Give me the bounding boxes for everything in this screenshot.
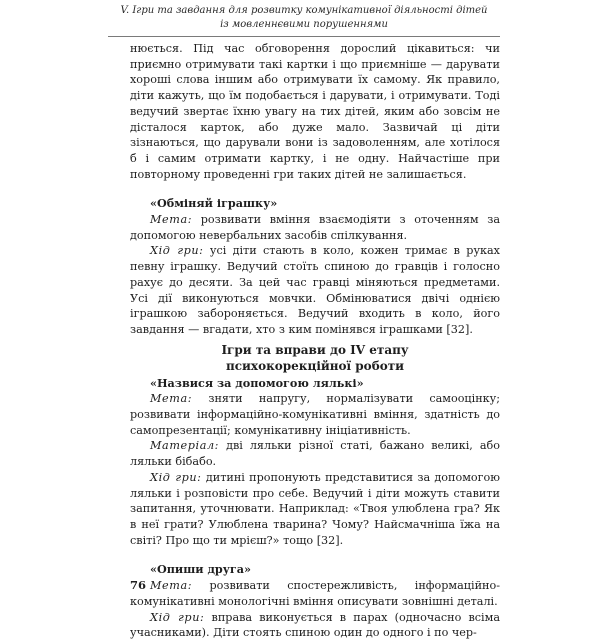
goal-label: Мета: — [150, 213, 193, 227]
section-heading-line-2: психокорекційної роботи — [225, 358, 405, 373]
course-text: усі діти стають в коло, кожен тримає в руках певну іграшку. Ведучий стоїть спиною до гравців і голосно рахує до десяти. За цей час гравці міняються предметами. Усі дії виконуються мовчки. Обмінюватися двічі однією іграшкою забороняється. Ведучий входить в коло, його завдання — вгадати, хто з ким помінявся іграшками [32]. — [130, 244, 500, 336]
section-heading-line-1: Ігри та вправи до IV етапу — [221, 342, 409, 357]
goal-label: Мета: — [150, 579, 193, 593]
course-label: Хід гри: — [150, 470, 202, 484]
game-goal-doll-intro — [130, 391, 500, 438]
game-course-doll-intro — [130, 470, 500, 549]
game-goal-exchange-toy — [130, 212, 500, 243]
course-label: Хід гри: — [150, 244, 204, 258]
goal-text: розвивати вміння взаємодіяти з оточенням за допомогою невербальних засобів спілкування. — [130, 213, 500, 242]
game-goal-describe-friend — [130, 578, 500, 609]
running-header-line-2: із мовленнєвими порушеннями — [220, 19, 388, 30]
game-title-doll-intro: «Назвися за допомогою лялькі» — [150, 375, 364, 390]
course-label: Хід гри: — [150, 610, 205, 624]
goal-text: зняти напругу, нормалізувати самооцінку; розвивати інформаційно-комунікативні вміння, здатність до самопрезентації; комунікативну ініціативність. — [130, 392, 500, 437]
running-header-line-1: V. Ігри та завдання для розвитку комунікативної діяльності дітей — [120, 5, 488, 16]
page-body — [130, 41, 500, 641]
page-number: 76 — [130, 578, 147, 592]
goal-label: Мета: — [150, 392, 193, 406]
game-course-describe-friend — [130, 610, 500, 641]
game-course-exchange-toy — [130, 243, 500, 337]
course-text: вправа виконується в парах (одночасно всіма учасниками). Діти стоять спиною один до одного і по чер- — [130, 610, 500, 640]
course-text: дитині пропонують представитися за допомогою ляльки і розповісти про себе. Ведучий і діти можуть ставити запитання, уточнювати. Наприклад: «Твоя улюблена гра? Як в неї грати? Улюблена тварина? Чому? Найсмачніша їжа на світі? Про що ти мрієш?» тощо [32]. — [130, 470, 501, 547]
goal-text: розвивати спостережливість, інформаційно-комунікативні монологічні вміння описувати зовнішні деталі. — [130, 579, 501, 608]
game-material-doll-intro — [130, 438, 500, 469]
game-title-describe-friend: «Опиши друга» — [150, 562, 251, 577]
intro-paragraph: нюється. Під час обговорення дорослий цікавиться: чи приємно отримувати такі картки і що приємніше — дарувати хороші слова іншим або отримувати їх самому. Як правило, діти кажуть, що їм подобається і дарувати, і отримувати. Тоді ведучий звертає їхню увагу на тих дітей, яким або зовсім не дісталося карток, або дуже мало. Зазвичай ці діти зізнаються, що дарували вони із задоволенням, але хотілося б і самим отримати картку, і не одну. Найчастіше при повторному проведенні гри таких дітей не залишається. — [130, 42, 500, 181]
game-title-exchange-toy: «Обміняй іграшку» — [150, 196, 278, 211]
running-header — [108, 4, 500, 37]
section-heading — [130, 342, 500, 374]
material-text: дві ляльки різної статі, бажано великі, або ляльки бібабо. — [130, 439, 500, 469]
material-label: Матеріал: — [150, 439, 220, 453]
